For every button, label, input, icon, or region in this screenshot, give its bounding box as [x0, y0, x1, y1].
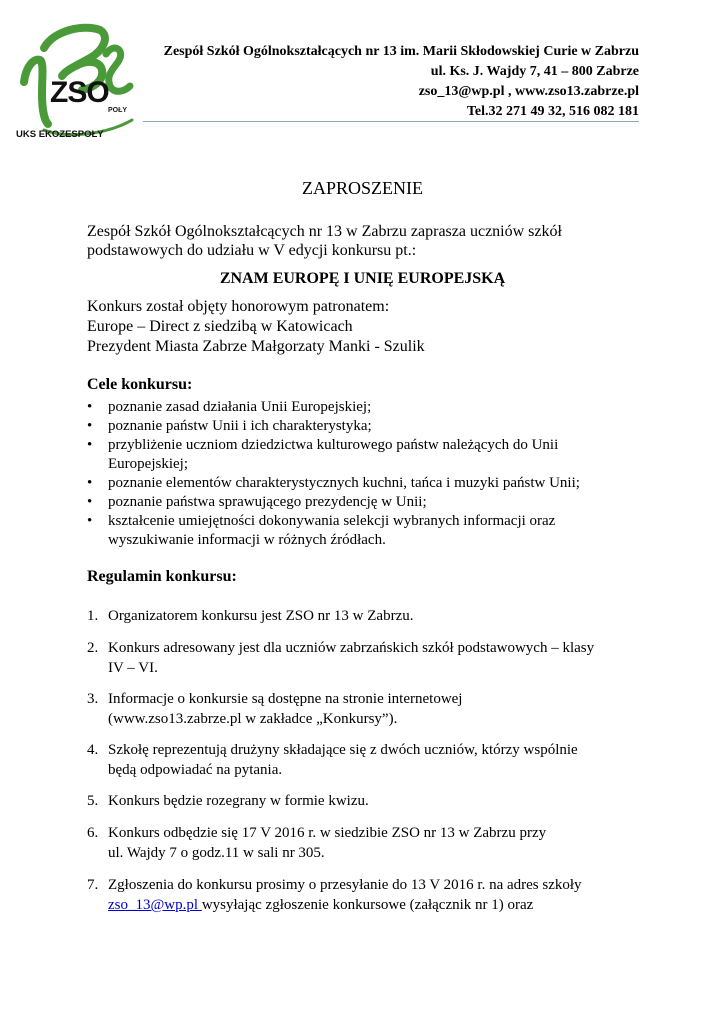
rule-number: 7.: [87, 877, 99, 893]
rule-text-cont: (www.zso13.zabrze.pl w zakładce „Konkursy”).: [108, 711, 398, 727]
contest-name: ZNAM EUROPĘ I UNIĘ EUROPEJSKĄ: [219, 270, 506, 287]
document-title: ZAPROSZENIE: [302, 178, 423, 198]
rule-number: 5.: [87, 793, 99, 809]
rule-text-cont: [87, 895, 647, 915]
school-header: [164, 42, 639, 122]
logo-caption: UKS EKOZESPOŁY: [16, 129, 104, 140]
goal-item: • poznanie państw Unii i ich charakterystyka;: [87, 417, 627, 436]
school-phone: Tel.32 271 49 32, 516 082 181: [466, 104, 639, 119]
rule-text: Szkołę reprezentują drużyny składające się z dwóch uczniów, którzy wspólnie: [108, 742, 578, 758]
school-name: Zespół Szkół Ogólnokształcących nr 13 im. Marii Skłodowskiej Curie w Zabrzu: [163, 44, 639, 59]
rule-item: [87, 606, 647, 626]
patronage-line-3: Prezydent Miasta Zabrze Małgorzaty Manki - Szulik: [87, 338, 425, 355]
rule-number: 6.: [87, 825, 99, 841]
intro-line-2: podstawowych do udziału w V edycji konkursu pt.:: [87, 242, 417, 259]
rule-text-rest: wysyłając zgłoszenie konkursowe (załącznik nr 1) oraz: [201, 897, 534, 913]
logo-sub-text: POŁY: [108, 107, 128, 114]
school-email-link[interactable]: zso_13@wp.pl: [108, 897, 202, 913]
rule-text: Zgłoszenia do konkursu prosimy o przesyłanie do 13 V 2016 r. na adres szkoły: [108, 877, 582, 893]
goal-item: • poznanie zasad działania Unii Europejskiej;: [87, 398, 627, 417]
goals-heading: Cele konkursu:: [87, 376, 193, 393]
rules-heading: Regulamin konkursu:: [87, 568, 237, 585]
goal-item: • poznanie elementów charakterystycznych kuchni, tańca i muzyki państw Unii;: [87, 474, 627, 493]
rule-text: Organizatorem konkursu jest ZSO nr 13 w Zabrzu.: [108, 608, 414, 624]
rule-text: Konkurs będzie rozegrany w formie kwizu.: [108, 793, 369, 809]
goal-item: • kształcenie umiejętności dokonywania selekcji wybranych informacji oraz wyszukiwanie informacji w różnych źródłach.: [87, 512, 627, 550]
rule-text-cont: ul. Wajdy 7 o godz.11 w sali nr 305.: [108, 845, 325, 861]
rule-text-cont: będą odpowiadać na pytania.: [108, 762, 283, 778]
rule-item: [87, 875, 647, 915]
goal-item: • przybliżenie uczniom dziedzictwa kulturowego państw należących do Unii Europejskiej;: [87, 436, 627, 474]
patronage-line-1: Konkurs został objęty honorowym patronatem:: [87, 298, 390, 315]
header-divider: [143, 121, 639, 122]
goal-item: • poznanie państwa sprawującego prezydencję w Unii;: [87, 493, 627, 512]
rule-number: 2.: [87, 640, 99, 656]
goals-list: [87, 398, 627, 550]
rule-number: 1.: [87, 608, 99, 624]
intro-line-1: Zespół Szkół Ogólnokształcących nr 13 w Zabrzu zaprasza uczniów szkół: [87, 223, 562, 240]
rule-number: 4.: [87, 742, 99, 758]
rule-item: [87, 740, 647, 780]
school-address: ul. Ks. J. Wajdy 7, 41 – 800 Zabrze: [430, 64, 639, 79]
rule-item: [87, 638, 647, 678]
rule-text: Konkurs adresowany jest dla uczniów zabrzańskich szkół podstawowych – klasy: [108, 640, 595, 656]
patronage-line-2: Europe – Direct z siedzibą w Katowicach: [87, 318, 353, 335]
school-contacts: zso_13@wp.pl , www.zso13.zabrze.pl: [418, 84, 639, 99]
rule-text: Konkurs odbędzie się 17 V 2016 r. w siedzibie ZSO nr 13 w Zabrzu przy: [108, 825, 547, 841]
rule-text: Informacje o konkursie są dostępne na stronie internetowej: [108, 691, 463, 707]
logo-zso-text: ZSO: [50, 76, 109, 109]
rule-item: [87, 791, 647, 811]
rule-text-cont: IV – VI.: [108, 660, 158, 676]
rule-item: [87, 689, 647, 729]
rule-number: 3.: [87, 691, 99, 707]
rule-item: [87, 823, 647, 863]
